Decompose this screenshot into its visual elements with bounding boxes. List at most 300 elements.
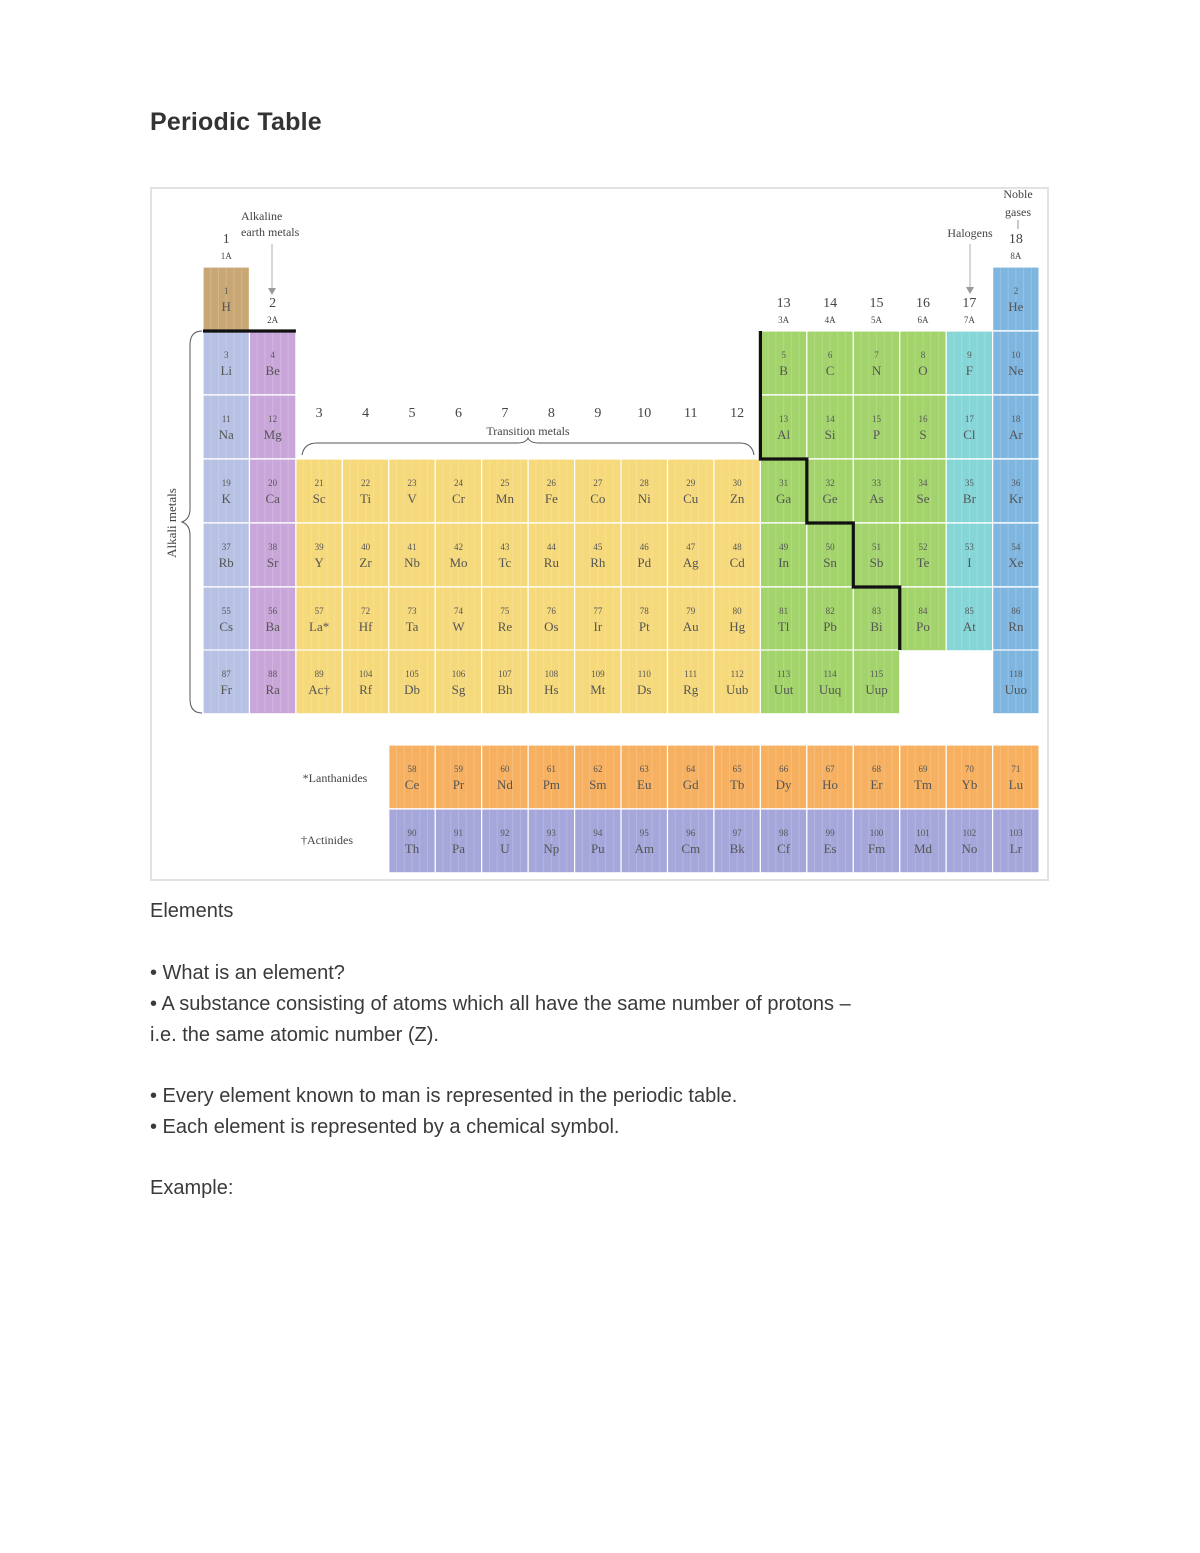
element-cell-ta (389, 587, 435, 651)
element-atomic-number: 40 (361, 542, 371, 552)
element-atomic-number: 13 (779, 414, 789, 424)
element-cell-zn (714, 459, 760, 523)
element-symbol: Uuo (1004, 682, 1028, 697)
element-cell-kr (993, 459, 1039, 523)
element-symbol: Cl (963, 427, 976, 442)
element-cell-gd (668, 745, 714, 809)
element-atomic-number: 12 (268, 414, 278, 424)
element-symbol: Am (634, 841, 655, 856)
element-cell-cd (714, 523, 760, 587)
element-atomic-number: 92 (500, 828, 510, 838)
group-number-label: 14 (823, 296, 838, 311)
element-cell-rb (203, 523, 249, 587)
element-symbol: Sb (869, 555, 884, 570)
element-cell-i (946, 523, 992, 587)
element-atomic-number: 60 (500, 764, 510, 774)
element-atomic-number: 89 (314, 669, 324, 679)
element-cell-hg (714, 587, 760, 651)
group-number-label: 11 (683, 406, 698, 421)
element-symbol: Co (590, 491, 606, 506)
element-cell-sr (249, 523, 295, 587)
element-symbol: In (778, 555, 790, 570)
element-symbol: He (1008, 299, 1024, 314)
element-cell-u (482, 809, 528, 873)
element-atomic-number: 22 (361, 478, 371, 488)
element-symbol: Cs (219, 619, 234, 634)
element-cell-f (946, 331, 992, 395)
element-cell-sc (296, 459, 342, 523)
element-atomic-number: 102 (962, 828, 977, 838)
element-cell-bi (853, 587, 899, 651)
element-cell-uuq (807, 650, 853, 714)
element-atomic-number: 50 (825, 542, 835, 552)
element-symbol: Ne (1008, 363, 1024, 378)
element-cell-o (900, 331, 946, 395)
section-heading: Elements (150, 900, 234, 922)
element-symbol: Dy (775, 777, 792, 792)
element-cell-b (760, 331, 806, 395)
element-cell-ir (575, 587, 621, 651)
element-symbol: Ga (776, 491, 792, 506)
element-atomic-number: 57 (314, 606, 324, 616)
element-cell-cm (668, 809, 714, 873)
element-symbol: As (869, 491, 884, 506)
element-cell-ga (760, 459, 806, 523)
element-symbol: Br (962, 491, 976, 506)
element-cell-tl (760, 587, 806, 651)
element-symbol: O (918, 363, 928, 378)
element-cell-n (853, 331, 899, 395)
element-atomic-number: 70 (964, 764, 974, 774)
element-symbol: Mg (263, 427, 282, 442)
element-cell-eu (621, 745, 667, 809)
element-atomic-number: 59 (453, 764, 463, 774)
alkaline-earth-label: earth metals (241, 225, 300, 239)
element-symbol: U (500, 841, 510, 856)
element-atomic-number: 106 (451, 669, 466, 679)
element-cell-cr (435, 459, 481, 523)
element-atomic-number: 29 (686, 478, 696, 488)
element-atomic-number: 21 (314, 478, 324, 488)
element-cell-mg (249, 395, 295, 459)
group-sub-label: 7A (963, 315, 975, 325)
element-atomic-number: 11 (221, 414, 231, 424)
element-atomic-number: 5 (781, 350, 786, 360)
element-symbol: Rn (1008, 619, 1024, 634)
group-number-label: 18 (1008, 232, 1023, 247)
element-atomic-number: 90 (407, 828, 417, 838)
element-cell-ne (993, 331, 1039, 395)
element-cell-br (946, 459, 992, 523)
element-symbol: La* (309, 619, 330, 634)
element-atomic-number: 44 (546, 542, 556, 552)
element-symbol: Te (916, 555, 930, 570)
element-symbol: Tc (498, 555, 512, 570)
element-atomic-number: 20 (268, 478, 278, 488)
page-title: Periodic Table (150, 108, 322, 136)
element-atomic-number: 118 (1009, 669, 1023, 679)
element-symbol: Ds (637, 682, 652, 697)
element-atomic-number: 80 (732, 606, 742, 616)
element-atomic-number: 56 (268, 606, 278, 616)
element-atomic-number: 110 (637, 669, 651, 679)
element-symbol: Ac† (308, 682, 330, 697)
element-atomic-number: 86 (1011, 606, 1021, 616)
group-number-label: 12 (730, 406, 745, 421)
element-cell-ho (807, 745, 853, 809)
element-atomic-number: 96 (686, 828, 696, 838)
element-atomic-number: 32 (825, 478, 835, 488)
element-symbol: Se (916, 491, 930, 506)
element-symbol: Nb (404, 555, 420, 570)
group-sub-label: 1A (220, 251, 232, 261)
element-symbol: Mt (590, 682, 606, 697)
element-atomic-number: 45 (593, 542, 603, 552)
element-atomic-number: 107 (498, 669, 512, 679)
bullet-block-1 (150, 958, 851, 1051)
group-sub-label: 3A (778, 315, 790, 325)
element-atomic-number: 62 (593, 764, 603, 774)
element-cell-mn (482, 459, 528, 523)
element-symbol: Sm (589, 777, 607, 792)
element-cell-nb (389, 523, 435, 587)
element-cell-pd (621, 523, 667, 587)
element-atomic-number: 23 (407, 478, 417, 488)
bullet-chemical-symbol: • Each element is represented by a chemical symbol. (150, 1116, 620, 1138)
element-atomic-number: 53 (964, 542, 974, 552)
element-symbol: Fm (867, 841, 886, 856)
element-symbol: Mn (495, 491, 514, 506)
element-atomic-number: 67 (825, 764, 835, 774)
bullet-block-2 (150, 1081, 737, 1143)
element-symbol: Es (823, 841, 837, 856)
element-atomic-number: 33 (872, 478, 882, 488)
element-symbol: Sc (312, 491, 326, 506)
element-symbol: Uup (865, 682, 888, 697)
element-atomic-number: 79 (686, 606, 696, 616)
element-atomic-number: 17 (964, 414, 974, 424)
element-atomic-number: 85 (964, 606, 974, 616)
element-symbol: At (962, 619, 976, 634)
element-symbol: Lr (1009, 841, 1023, 856)
element-atomic-number: 64 (686, 764, 696, 774)
element-symbol: B (779, 363, 788, 378)
element-atomic-number: 95 (639, 828, 649, 838)
element-atomic-number: 88 (268, 669, 278, 679)
element-atomic-number: 113 (777, 669, 791, 679)
element-symbol: Pu (590, 841, 605, 856)
group-sub-label: 5A (871, 315, 883, 325)
element-atomic-number: 114 (823, 669, 837, 679)
element-symbol: Cr (451, 491, 465, 506)
element-symbol: Pb (823, 619, 837, 634)
group-number-label: 16 (915, 296, 930, 311)
element-symbol: Ta (405, 619, 419, 634)
element-cell-h (203, 267, 249, 331)
element-cell-cu (668, 459, 714, 523)
element-cell-c (807, 331, 853, 395)
element-cell-co (575, 459, 621, 523)
element-symbol: Xe (1008, 555, 1024, 570)
element-symbol: W (452, 619, 465, 634)
element-symbol: Np (543, 841, 560, 856)
element-symbol: Pr (452, 777, 465, 792)
element-symbol: Ca (265, 491, 280, 506)
element-symbol: Ru (543, 555, 559, 570)
element-symbol: Kr (1009, 491, 1023, 506)
element-cell-na (203, 395, 249, 459)
element-symbol: Be (265, 363, 280, 378)
element-cell-be (249, 331, 295, 395)
element-cell-uub (714, 650, 760, 714)
element-cell-xe (993, 523, 1039, 587)
element-atomic-number: 54 (1011, 542, 1021, 552)
element-symbol: Re (497, 619, 513, 634)
element-atomic-number: 99 (825, 828, 835, 838)
element-cell-fm (853, 809, 899, 873)
element-cell-fr (203, 650, 249, 714)
periodic-table-figure (150, 187, 1049, 881)
element-symbol: Uuq (818, 682, 842, 697)
element-symbol: Eu (637, 777, 652, 792)
element-cell-rg (668, 650, 714, 714)
element-atomic-number: 98 (779, 828, 789, 838)
halogens-label: Halogens (947, 226, 993, 240)
element-symbol: Sn (823, 555, 837, 570)
element-cell-zr (342, 523, 388, 587)
group-sub-label: 4A (824, 315, 836, 325)
bullet-definition: • A substance consisting of atoms which all have the same number of protons – (150, 993, 851, 1015)
element-cell-bk (714, 809, 760, 873)
element-atomic-number: 14 (825, 414, 835, 424)
element-cell-sg (435, 650, 481, 714)
element-atomic-number: 115 (869, 669, 884, 679)
element-symbol: Tb (729, 777, 745, 792)
element-cell-uup (853, 650, 899, 714)
element-cell-au (668, 587, 714, 651)
element-symbol: Yb (961, 777, 978, 792)
element-symbol: I (967, 555, 972, 570)
element-cell-os (528, 587, 574, 651)
element-symbol: H (221, 299, 231, 314)
element-atomic-number: 63 (639, 764, 649, 774)
element-atomic-number: 69 (918, 764, 928, 774)
element-atomic-number: 68 (872, 764, 882, 774)
transition-brace (302, 438, 754, 455)
element-atomic-number: 47 (686, 542, 696, 552)
element-atomic-number: 30 (732, 478, 742, 488)
element-atomic-number: 42 (453, 542, 463, 552)
element-atomic-number: 111 (684, 669, 698, 679)
element-cell-tm (900, 745, 946, 809)
element-atomic-number: 34 (918, 478, 928, 488)
element-symbol: V (407, 491, 417, 506)
bullet-every-element: • Every element known to man is represented in the periodic table. (150, 1085, 738, 1107)
element-atomic-number: 48 (732, 542, 742, 552)
element-symbol: Sr (266, 555, 279, 570)
element-cell-ce (389, 745, 435, 809)
element-cell-ag (668, 523, 714, 587)
element-symbol: Lu (1008, 777, 1024, 792)
element-atomic-number: 49 (779, 542, 789, 552)
element-atomic-number: 73 (407, 606, 417, 616)
group-sub-label: 6A (917, 315, 929, 325)
element-atomic-number: 24 (453, 478, 463, 488)
element-cell-pa (435, 809, 481, 873)
element-cell-md (900, 809, 946, 873)
element-symbol: Rf (359, 682, 373, 697)
element-cell-hf (342, 587, 388, 651)
element-symbol: Rg (683, 682, 699, 697)
element-atomic-number: 37 (221, 542, 231, 552)
element-symbol: Pa (451, 841, 465, 856)
element-atomic-number: 93 (546, 828, 556, 838)
element-atomic-number: 52 (918, 542, 928, 552)
element-atomic-number: 77 (593, 606, 603, 616)
element-atomic-number: 8 (920, 350, 926, 360)
element-cell-ra (249, 650, 295, 714)
element-cell-si (807, 395, 853, 459)
noble-gases-label: Noble (1003, 189, 1033, 201)
group-number-label: 9 (594, 406, 602, 421)
element-atomic-number: 94 (593, 828, 603, 838)
element-atomic-number: 9 (967, 350, 972, 360)
group-sub-label: 8A (1010, 251, 1022, 261)
element-cell-cs (203, 587, 249, 651)
element-symbol: Zn (729, 491, 745, 506)
element-symbol: Bi (870, 619, 883, 634)
group-number-label: 1 (222, 232, 230, 247)
element-cell-rh (575, 523, 621, 587)
element-symbol: Ni (637, 491, 651, 506)
group-number-label: 4 (362, 406, 370, 421)
element-cell-tc (482, 523, 528, 587)
element-symbol: Hf (358, 619, 373, 634)
element-cell-am (621, 809, 667, 873)
element-atomic-number: 31 (779, 478, 789, 488)
transition-metals-label: Transition metals (486, 424, 570, 438)
element-cell-nd (482, 745, 528, 809)
element-atomic-number: 4 (270, 350, 275, 360)
element-symbol: Gd (682, 777, 699, 792)
element-symbol: Fe (544, 491, 558, 506)
element-atomic-number: 65 (732, 764, 742, 774)
example-label: Example: (150, 1177, 234, 1199)
element-symbol: Cd (729, 555, 745, 570)
element-symbol: Na (218, 427, 234, 442)
bullet-what-is-element: • What is an element? (150, 962, 345, 984)
element-cell-ac (296, 650, 342, 714)
element-cell-ge (807, 459, 853, 523)
lanthanides-label: *Lanthanides (302, 771, 368, 785)
alkali-metals-label: Alkali metals (164, 488, 179, 558)
element-atomic-number: 43 (500, 542, 510, 552)
element-symbol: Li (220, 363, 233, 378)
element-atomic-number: 91 (453, 828, 463, 838)
element-symbol: Fr (220, 682, 233, 697)
element-atomic-number: 87 (221, 669, 231, 679)
element-symbol: Cm (681, 841, 701, 856)
element-symbol: Db (404, 682, 420, 697)
element-cell-at (946, 587, 992, 651)
group-sub-label: 2A (267, 315, 279, 325)
element-cell-te (900, 523, 946, 587)
element-symbol: Uut (773, 682, 794, 697)
element-atomic-number: 105 (405, 669, 419, 679)
element-symbol: N (871, 363, 882, 378)
alkaline-arrowhead (268, 288, 276, 295)
alkaline-earth-label: Alkaline (241, 209, 283, 223)
element-cell-yb (946, 745, 992, 809)
element-cell-po (900, 587, 946, 651)
element-symbol: Tl (777, 619, 790, 634)
element-cell-ni (621, 459, 667, 523)
element-symbol: Ce (404, 777, 420, 792)
element-cell-th (389, 809, 435, 873)
element-symbol: Cf (777, 841, 791, 856)
element-atomic-number: 2 (1013, 286, 1019, 296)
element-cell-p (853, 395, 899, 459)
element-cell-mt (575, 650, 621, 714)
element-symbol: Mo (449, 555, 468, 570)
element-symbol: Ra (265, 682, 280, 697)
group-number-label: 17 (962, 296, 977, 311)
element-cell-cl (946, 395, 992, 459)
element-atomic-number: 78 (639, 606, 649, 616)
element-atomic-number: 51 (872, 542, 882, 552)
element-symbol: C (825, 363, 835, 378)
element-atomic-number: 75 (500, 606, 510, 616)
halogens-arrowhead (966, 287, 974, 294)
element-symbol: S (919, 427, 927, 442)
element-symbol: Zr (359, 555, 372, 570)
element-symbol: Pt (638, 619, 650, 634)
element-cell-cf (760, 809, 806, 873)
element-symbol: Hg (729, 619, 746, 634)
element-atomic-number: 108 (544, 669, 559, 679)
element-atomic-number: 25 (500, 478, 510, 488)
element-symbol: Si (824, 427, 836, 442)
element-cell-al (760, 395, 806, 459)
element-atomic-number: 26 (546, 478, 556, 488)
element-cell-ca (249, 459, 295, 523)
bullet-definition-cont: i.e. the same atomic number (Z). (150, 1024, 439, 1046)
element-atomic-number: 101 (916, 828, 930, 838)
element-atomic-number: 66 (779, 764, 789, 774)
element-cell-la (296, 587, 342, 651)
element-cell-uuo (993, 650, 1039, 714)
element-atomic-number: 82 (825, 606, 835, 616)
element-cell-mo (435, 523, 481, 587)
element-symbol: Ho (822, 777, 839, 792)
element-cell-pu (575, 809, 621, 873)
group-number-label: 13 (776, 296, 791, 311)
element-cell-fe (528, 459, 574, 523)
element-symbol: Ba (265, 619, 280, 634)
element-atomic-number: 83 (872, 606, 882, 616)
element-atomic-number: 104 (358, 669, 373, 679)
group-number-label: 8 (547, 406, 555, 421)
element-cell-s (900, 395, 946, 459)
element-atomic-number: 71 (1011, 764, 1021, 774)
element-symbol: Er (870, 777, 883, 792)
element-symbol: Uub (725, 682, 749, 697)
element-cell-y (296, 523, 342, 587)
element-atomic-number: 7 (874, 350, 879, 360)
element-symbol: Bk (729, 841, 745, 856)
group-number-label: 5 (408, 406, 416, 421)
element-cell-ti (342, 459, 388, 523)
